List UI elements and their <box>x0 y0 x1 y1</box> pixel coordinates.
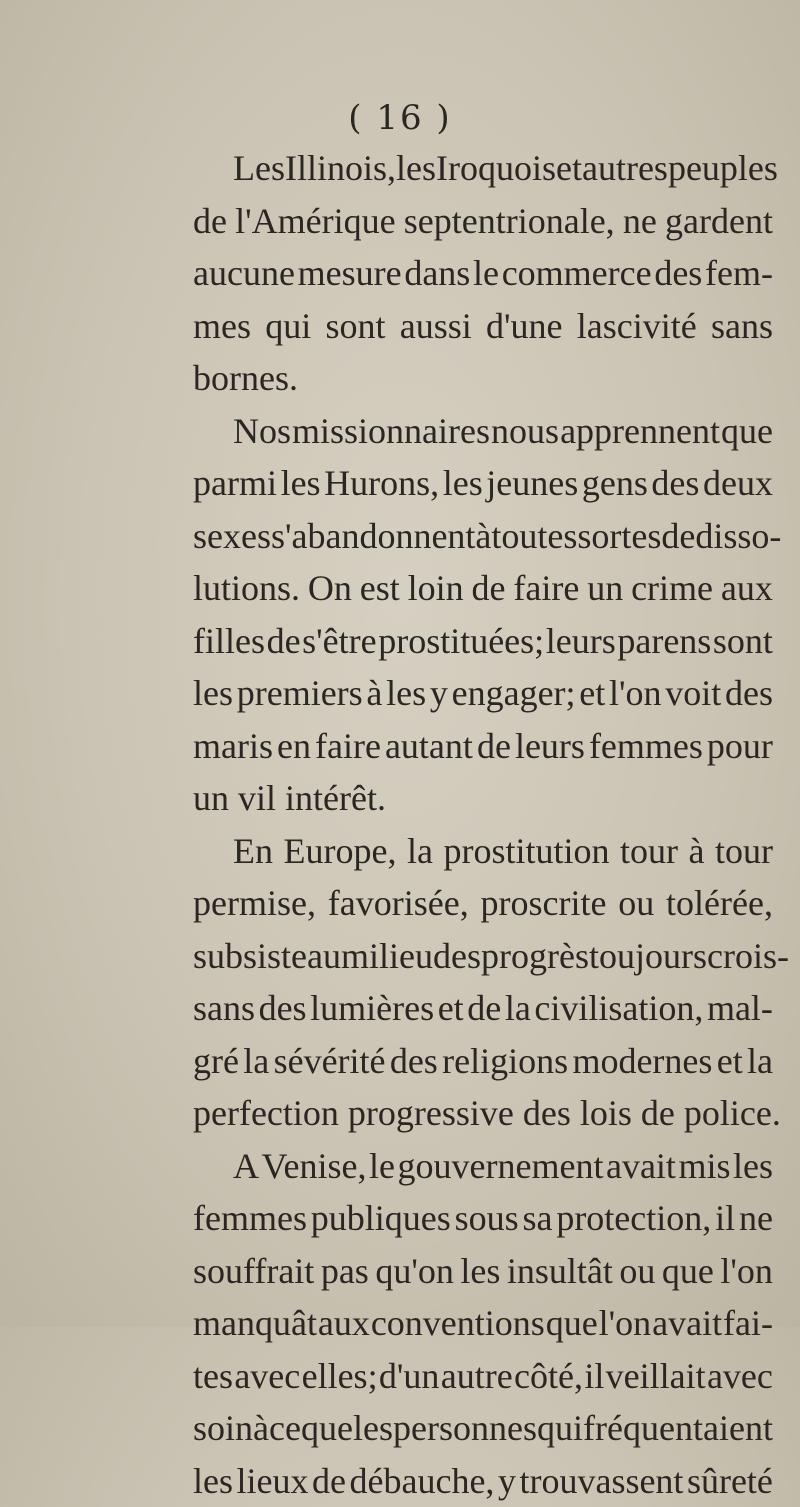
text-line: aucune mesure dans le commerce des fem- <box>193 247 773 300</box>
text-line: Nos missionnaires nous apprennent que <box>193 405 773 458</box>
text-line: sexes s'abandonnent à toutes sortes de disso- <box>193 510 773 563</box>
text-line: sans des lumières et de la civilisation, mal- <box>193 982 773 1035</box>
text-line: mes qui sont aussi d'une lascivité sans <box>193 300 773 353</box>
text-line: maris en faire autant de leurs femmes pour <box>193 720 773 773</box>
text-line: les lieux de débauche, y trouvassent sûreté <box>193 1455 773 1507</box>
text-line: un vil intérêt. <box>193 772 773 825</box>
text-line: les premiers à les y engager; et l'on voit des <box>193 667 773 720</box>
text-line: lutions. On est loin de faire un crime aux <box>193 562 773 615</box>
text-line: permise, favorisée, proscrite ou tolérée, <box>193 877 773 930</box>
text-line: subsiste au milieu des progrès toujours crois- <box>193 930 773 983</box>
text-line: filles de s'être prostituées; leurs parens sont <box>193 615 773 668</box>
text-line: tes avec elles; d'un autre côté, il veillait avec <box>193 1350 773 1403</box>
text-line: souffrait pas qu'on les insultât ou que l'on <box>193 1245 773 1298</box>
text-line: parmi les Hurons, les jeunes gens des deux <box>193 457 773 510</box>
text-line: manquât aux conventions que l'on avait fai- <box>193 1297 773 1350</box>
text-line: bornes. <box>193 352 773 405</box>
text-line: gré la sévérité des religions modernes et la <box>193 1035 773 1088</box>
text-line: perfection progressive des lois de police. <box>193 1087 773 1140</box>
text-line: En Europe, la prostitution tour à tour <box>193 825 773 878</box>
text-line: A Venise, le gouvernement avait mis les <box>193 1140 773 1193</box>
page-number: ( 16 ) <box>0 98 800 138</box>
text-line: soin à ce que les personnes qui fréquentaient <box>193 1402 773 1455</box>
text-line: femmes publiques sous sa protection, il ne <box>193 1192 773 1245</box>
text-line: Les Illinois, les Iroquois et autres peuples <box>193 142 773 195</box>
text-line: de l'Amérique septentrionale, ne gardent <box>193 195 773 248</box>
body-text <box>193 142 773 1507</box>
